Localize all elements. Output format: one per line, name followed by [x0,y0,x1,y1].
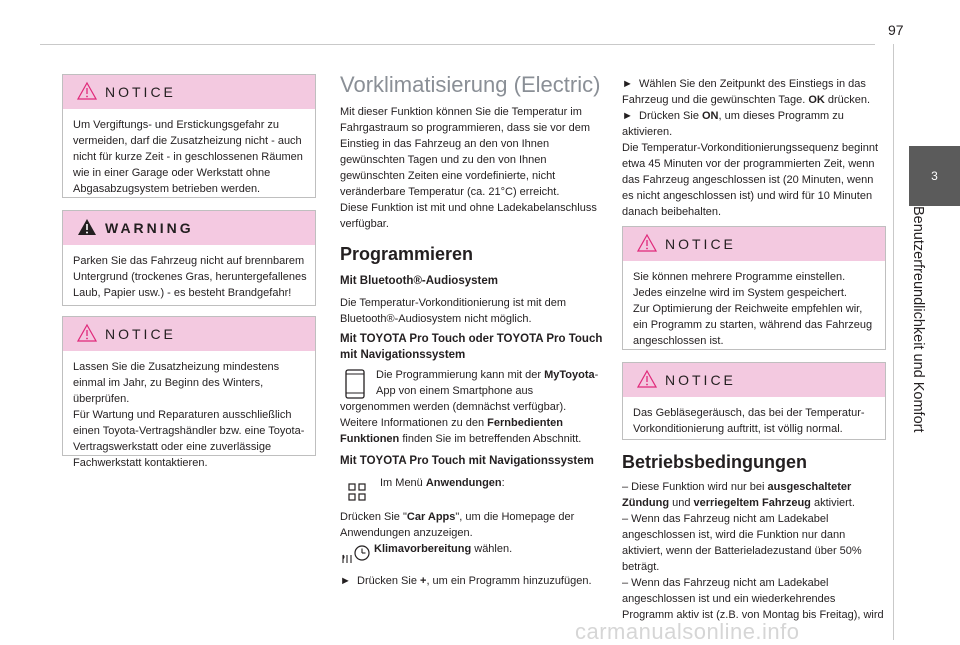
text-run: Drücken Sie [639,110,702,122]
text-run: ", um die Homepage der Anwendungen anzuzeigen. [340,511,575,539]
climate-paragraph [340,541,606,567]
bold-run: verriegeltem Fahrzeug [693,497,811,509]
bold-run: ON [702,110,719,122]
apps-grid-icon [348,483,366,501]
page-number: 97 [888,22,904,38]
notice-paragraph: Für Wartung und Reparaturen ausschließlich einen Toyota-Vertragshändler bzw. eine Toyota-Vertragswerkstatt oder eine zuverlässige Fachwerkstatt kontaktieren. [73,409,305,469]
toyota-heading: Mit TOYOTA Pro Touch oder TOYOTA Pro Touch mit Navigationssystem [340,333,603,361]
bold-run: Car Apps [406,511,456,523]
notice-header [63,75,315,109]
notice-header [623,363,885,397]
more-info-paragraph [340,415,606,447]
notice-paragraph: Jedes einzelne wird im System gespeichert. [633,287,847,299]
warning-triangle-filled-icon [77,217,97,237]
text-run: , um ein Programm hinzuzufügen. [426,575,592,587]
text-run: : [501,477,505,489]
chapter-title-wrap [895,206,935,440]
right-column-bottom [622,452,884,623]
chapter-title: Benutzerfreundlichkeit und Komfort [910,206,926,433]
bold-run: ausgeschalteter Zündung [622,481,852,509]
notice-title: NOTICE [665,372,736,388]
text-run: Drücken Sie [357,575,420,587]
menu-instruction [340,475,606,501]
text-run: drücken. [824,94,871,106]
right-arrow-bullet-icon: ► [622,78,633,90]
subsection-heading: Programmieren [340,244,474,264]
bold-run: OK [808,94,825,106]
nav-heading: Mit TOYOTA Pro Touch mit Navigationssystem [340,455,594,467]
text-run: aktiviert. [810,497,855,509]
notice-body: Das Gebläsegeräusch, das bei der Temperatur-Vorkonditionierung auftritt, ist völlig normal. [633,407,865,435]
notice-paragraph: Zur Optimierung der Reichweite empfehlen wir, ein Programm zu starten, während das Fahrzeug angeschlossen ist. [633,303,873,347]
bold-run: Klimavorbereitung [374,543,472,555]
condition-item: – Wenn das Fahrzeug nicht am Ladekabel angeschlossen ist, wird die Funktion nur dann aktiviert, wenn der Batterieladezustand über 50% beträgt. [622,513,862,573]
notice-title: NOTICE [105,326,176,342]
sequence-paragraph: Die Temperatur-Vorkonditionierungssequenz beginnt etwa 45 Minuten vor der programmierten Zeit, wenn das Fahrzeug angeschlossen ist (20 Minuten, wenn es nicht angeschlossen ist) und wird für 10 Minuten danach beibehalten. [622,142,879,218]
warning-triangle-outline-icon [637,369,657,389]
mytoyota-paragraph [340,367,606,415]
text-run: Drücken Sie " [340,511,407,523]
activate-step [622,108,884,140]
text-run: Wählen Sie den Zeitpunkt des Einstiegs in das Fahrzeug und die gewünschten Tage. [622,78,866,106]
select-time-step [622,76,884,108]
condition-item [622,479,884,511]
bold-run: Anwendungen [425,477,502,489]
text-run: und [669,497,694,509]
warning-triangle-outline-icon [637,233,657,253]
notice-paragraph: Sie können mehrere Programme einstellen. [633,271,846,283]
chapter-tab[interactable]: 3 [909,146,960,206]
notice-header [63,317,315,351]
right-arrow-bullet-icon: ► [340,575,351,587]
warning-title: WARNING [105,220,194,236]
text-run: wählen. [471,543,513,555]
bluetooth-heading: Mit Bluetooth®-Audiosystem [340,275,498,287]
warning-body: Parken Sie das Fahrzeug nicht auf brennbarem Untergrund (trockenes Gras, heruntergefallenes Laub, Papier usw.) - es besteht Brandgefahr! [73,255,307,299]
car-apps-paragraph [340,509,606,541]
margin-rule [893,44,894,640]
smartphone-icon [342,369,368,399]
intro-paragraph: Mit dieser Funktion können Sie die Temperatur im Fahrgastraum so programmieren, dass sie vor dem Einstieg in das Fahrzeug an den von Ihnen gewünschten Tagen und zu den von Ihnen gewünschten Zeiten eine vordefinierte, nicht veränderbare Temperatur (ca. 21°C) erreicht. [340,106,591,198]
section-heading: Vorklimatisierung (Electric) [340,72,601,97]
text-run: – Diese Funktion wird nur bei [622,481,768,493]
notice-box-4 [622,362,886,440]
notice-body: Um Vergiftungs- und Erstickungsgefahr zu vermeiden, darf die Zusatzheizung nicht - auch nicht für kurze Zeit - in geschlossenen Räumen wie in einer Garage oder Werkstatt ohne Abgasabzugsystem betrieben werden. [73,119,303,195]
text-run: finden Sie im betreffenden Abschnitt. [399,433,582,445]
text-run: -App von einem Smartphone aus vorgenommen werden (demnächst verfügbar). [340,369,599,413]
right-arrow-bullet-icon: ► [622,110,633,122]
notice-header [623,227,885,261]
condition-item: – Wenn das Fahrzeug nicht am Ladekabel angeschlossen ist und ein wiederkehrendes Programm aktiv ist (z.B. von Montag bis Freitag), wird [622,577,884,621]
notice-box-1 [62,74,316,198]
notice-paragraph: Lassen Sie die Zusatzheizung mindestens einmal im Jahr, zu Beginn des Winters, überprüfen. [73,361,280,405]
footer-watermark: carmanualsonline.info [575,619,800,644]
warning-triangle-outline-icon [77,323,97,343]
bold-run: Fernbedienten Funktionen [340,417,563,445]
bold-run: + [420,575,427,587]
notice-title: NOTICE [665,236,736,252]
bold-run: MyToyota [544,369,595,381]
text-run: Weitere Informationen zu den [340,417,488,429]
notice-box-3 [622,226,886,350]
climate-timer-icon [340,541,372,565]
middle-column [340,72,606,589]
bluetooth-text: Die Temperatur-Vorkonditionierung ist mit dem Bluetooth®-Audiosystem nicht möglich. [340,297,567,325]
warning-triangle-outline-icon [77,81,97,101]
add-program-step [340,573,606,589]
notice-body [633,269,877,349]
notice-body [73,359,307,471]
text-run: Die Programmierung kann mit der [376,369,545,381]
warning-box [62,210,316,306]
right-column-top [622,76,884,220]
text-run: Im Menü [380,477,426,489]
notice-title: NOTICE [105,84,176,100]
header-rule [40,44,875,45]
conditions-heading: Betriebsbedingungen [622,452,808,472]
text-run: , um dieses Programm zu aktivieren. [622,110,844,138]
notice-box-2 [62,316,316,469]
intro-paragraph: Diese Funktion ist mit und ohne Ladekabelanschluss verfügbar. [340,202,597,230]
